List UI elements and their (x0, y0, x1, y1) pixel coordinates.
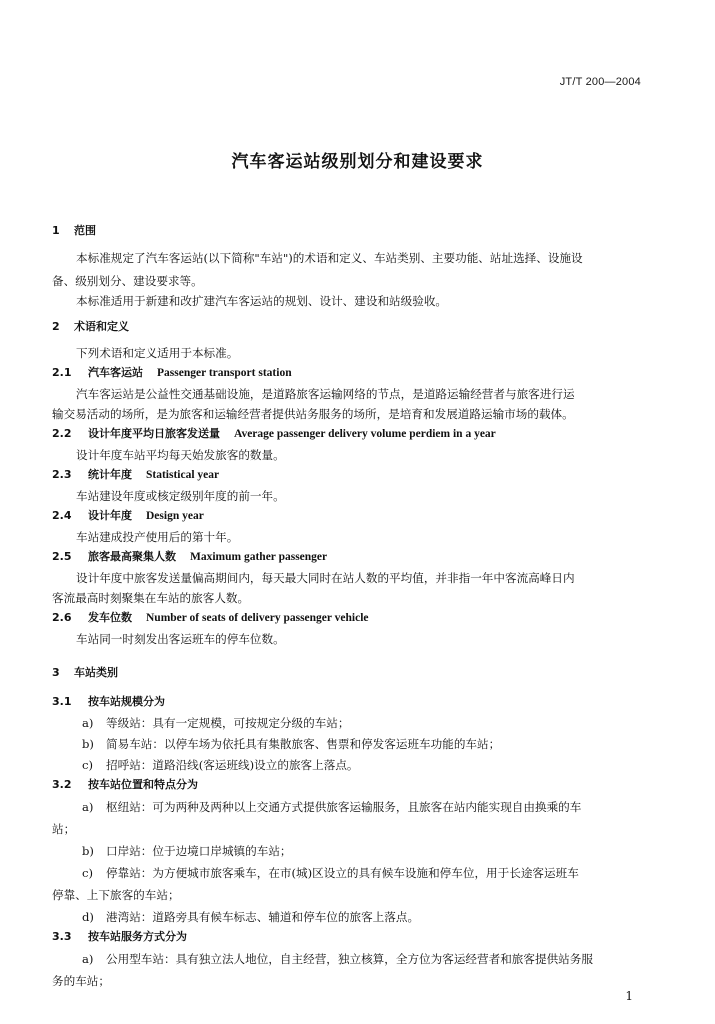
term-definition-continuation: 输交易活动的场所，是为旅客和运输经营者提供站务服务的场所，是培育和发展道路运输市场的载体。 (52, 407, 574, 421)
list-item: a) 等级站：具有一定规模，可按规定分级的车站； (82, 716, 350, 730)
list-item: d) 港湾站：道路旁具有候车标志、辅道和停车位的旅客上落点。 (82, 910, 420, 924)
paragraph: 本标准规定了汽车客运站(以下简称"车站")的术语和定义、车站类别、主要功能、站址选择、设施设 (76, 251, 583, 265)
list-item: a) 公用型车站：具有独立法人地位，自主经营，独立核算，全方位为客运经营者和旅客提供站务服 (82, 952, 593, 966)
paragraph-continuation: 备、级别划分、建设要求等。 (52, 274, 203, 288)
term-heading: 2.3 统计年度 Statistical year (52, 468, 220, 481)
list-item: b) 简易车站：以停车场为依托具有集散旅客、售票和停发客运班车功能的车站； (82, 737, 501, 751)
list-item-continuation: 务的车站； (52, 974, 110, 988)
term-definition: 车站建设年度或核定级别年度的前一年。 (76, 489, 285, 503)
paragraph: 本标准适用于新建和改扩建汽车客运站的规划、设计、建设和站级验收。 (76, 294, 448, 308)
term-definition: 设计年度车站平均每天始发旅客的数量。 (76, 448, 285, 462)
document-body (52, 224, 650, 988)
term-definition-continuation: 客流最高时刻聚集在车站的旅客人数。 (52, 591, 250, 605)
section-heading: 1 范围 (52, 224, 96, 237)
section-heading: 2 术语和定义 (52, 320, 129, 333)
term-heading: 2.1 汽车客运站 Passenger transport station (52, 366, 292, 379)
term-definition: 汽车客运站是公益性交通基础设施，是道路旅客运输网络的节点，是道路运输经营者与旅客进行运 (76, 387, 575, 401)
list-item: c) 招呼站：道路沿线(客运班线)设立的旅客上落点。 (82, 758, 359, 772)
term-definition: 车站建成投产使用后的第十年。 (76, 530, 239, 544)
term-heading: 2.2 设计年度平均日旅客发送量 Average passenger delivery volume perdiem in a year (52, 427, 496, 440)
paragraph: 下列术语和定义适用于本标准。 (76, 346, 239, 360)
list-item-continuation: 站； (52, 822, 76, 836)
term-definition: 设计年度中旅客发送量偏高期间内，每天最大同时在站人数的平均值，并非指一年中客流高峰日内 (76, 571, 575, 585)
term-heading: 2.5 旅客最高聚集人数 Maximum gather passenger (52, 550, 328, 563)
list-item: c) 停靠站：为方便城市旅客乘车，在市(城)区设立的具有候车设施和停车位，用于长途客运班车 (82, 866, 579, 880)
list-item: b) 口岸站：位于边境口岸城镇的车站； (82, 844, 292, 858)
subsection-heading: 3.1 按车站规模分为 (52, 695, 165, 708)
list-item-continuation: 停靠、上下旅客的车站； (52, 888, 180, 902)
term-heading: 2.4 设计年度 Design year (52, 509, 204, 522)
document-title: 汽车客运站级别划分和建设要求 (231, 152, 484, 172)
subsection-heading: 3.3 按车站服务方式分为 (52, 930, 187, 943)
term-heading: 2.6 发车位数 Number of seats of delivery passenger vehicle (52, 611, 369, 624)
standard-code: JT/T 200—2004 (559, 76, 641, 88)
term-definition: 车站同一时刻发出客运班车的停车位数。 (76, 632, 285, 646)
page-number: 1 (625, 989, 633, 1003)
list-item: a) 枢纽站：可为两种及两种以上交通方式提供旅客运输服务，且旅客在站内能实现自由换乘的车 (82, 800, 582, 814)
subsection-heading: 3.2 按车站位置和特点分为 (52, 778, 198, 791)
section-heading: 3 车站类别 (52, 666, 118, 679)
